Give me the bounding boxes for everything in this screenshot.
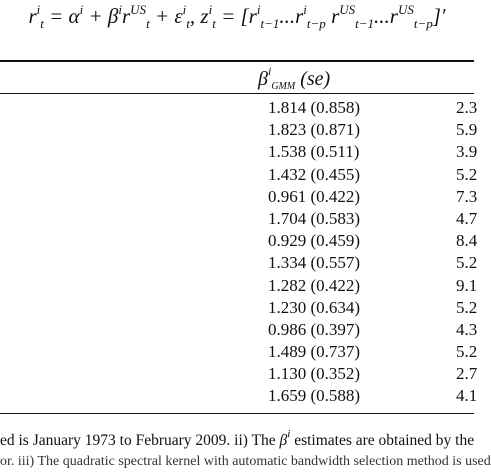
table-row: [0, 208, 478, 230]
next-column-cell: 5.9: [456, 120, 478, 140]
model-equation: $r^i_t = \alpha^i + \beta^ir^{US}_t + \varepsilon^i_t$, $z^i_t = [r^i_{t-1}...r^i_{t-p}$ $r^{US}_{t-1}...r^{US}_{t-p}]'$: [28, 2, 446, 31]
beta-se-cell: 1.489 (0.737): [268, 342, 361, 362]
beta-se-cell: 1.823 (0.871): [268, 120, 361, 140]
table-body: [0, 97, 478, 408]
next-column-cell: 9.1: [456, 275, 478, 295]
beta-se-cell: 1.659 (0.588): [268, 386, 361, 406]
next-column-cell: 4.3: [456, 319, 478, 339]
next-column-cell: 5.2: [456, 297, 478, 317]
beta-se-cell: 1.432 (0.455): [268, 164, 361, 184]
beta-se-cell: 1.814 (0.858): [268, 98, 361, 117]
beta-gmm-column-header: $\beta^i_{GMM}$ (se): [258, 64, 331, 92]
next-column-cell: 2.7: [456, 364, 478, 384]
table-row: [0, 385, 478, 407]
next-column-cell: 5.2: [456, 253, 478, 273]
table-note-line-2: or. iii) The quadratic spectral kernel with automatic bandwidth selection method is used: [0, 454, 491, 469]
table-row: [0, 186, 478, 208]
table-row: [0, 141, 478, 163]
beta-se-cell: 1.130 (0.352): [268, 364, 361, 384]
next-column-cell: 8.4: [456, 231, 478, 251]
next-column-cell: 4.1: [456, 386, 478, 406]
beta-se-cell: 1.538 (0.511): [268, 142, 360, 162]
next-column-cell: 4.7: [456, 208, 478, 228]
next-column-cell: 2.3: [456, 98, 478, 117]
table-row: [0, 275, 478, 297]
table-row: [0, 319, 478, 341]
table-row: [0, 164, 478, 186]
table-row: [0, 341, 478, 363]
table-bottom-rule: [0, 413, 474, 414]
beta-se-cell: 1.230 (0.634): [268, 297, 361, 317]
next-column-cell: 5.2: [456, 164, 478, 184]
next-column-cell: 7.3: [456, 186, 478, 206]
table-row: [0, 297, 478, 319]
beta-se-cell: 1.282 (0.422): [268, 275, 361, 295]
table-row: [0, 252, 478, 274]
table-row: [0, 97, 478, 119]
table-row: [0, 119, 478, 141]
beta-se-cell: 0.961 (0.422): [268, 186, 361, 206]
header-rule: [0, 93, 474, 94]
table-top-rule: [0, 60, 474, 62]
table-note-line-1: ed is January 1973 to February 2009. ii) The $\beta^i$ estimates are obtained by the: [0, 428, 475, 449]
beta-se-cell: 1.334 (0.557): [268, 253, 361, 273]
beta-se-cell: 1.704 (0.583): [268, 208, 361, 228]
beta-se-cell: 0.929 (0.459): [268, 231, 361, 251]
next-column-cell: 5.2: [456, 342, 478, 362]
table-row: [0, 230, 478, 252]
beta-se-cell: 0.986 (0.397): [268, 319, 361, 339]
next-column-cell: 3.9: [456, 142, 478, 162]
table-row: [0, 363, 478, 385]
